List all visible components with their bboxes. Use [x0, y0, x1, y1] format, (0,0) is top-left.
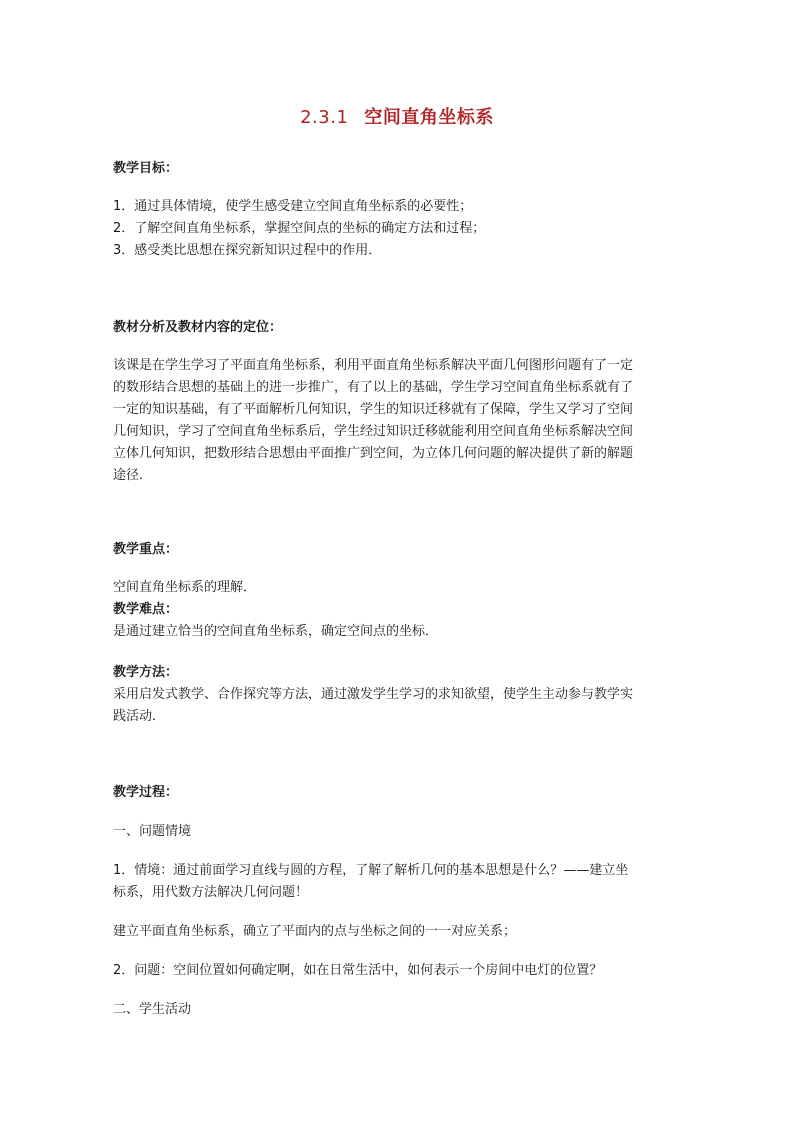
process-item-1 — [113, 860, 685, 904]
methods-paragraph — [113, 684, 685, 728]
process-item-2: 2．问题：空间位置如何确定啊，如在日常生活中，如何表示一个房间中电灯的位置？ — [113, 963, 603, 978]
goals-list — [113, 196, 685, 262]
difficulties-text: 是通过建立恰当的空间直角坐标系，确定空间点的坐标． — [113, 624, 439, 639]
goal-item-3: 3．感受类比思想在探究新知识过程中的作用． — [113, 243, 382, 258]
analysis-line-5: 立体几何知识，把数形结合思想由平面推广到空间，为立体几何问题的解决提供了新的解题 — [113, 446, 634, 461]
process-section-2: 二、学生活动 — [113, 1002, 192, 1017]
title-number: 2.3.1 — [300, 107, 349, 128]
methods-line-2: 践活动． — [113, 709, 166, 724]
process-section-1: 一、问题情境 — [113, 824, 192, 839]
goal-item-1: 1．通过具体情境，使学生感受建立空间直角坐标系的必要性； — [113, 199, 473, 214]
analysis-line-4: 几何知识，学习了空间直角坐标系后，学生经过知识迁移就能利用空间直角坐标系解决空间 — [113, 424, 634, 439]
difficulties-heading: 教学难点： — [113, 602, 179, 617]
analysis-line-6: 途径． — [113, 468, 153, 483]
process-paragraph: 建立平面直角坐标系，确立了平面内的点与坐标之间的一一对应关系； — [113, 924, 517, 939]
analysis-paragraph — [113, 355, 685, 487]
analysis-line-2: 的数形结合思想的基础上的进一步推广，有了以上的基础，学生学习空间直角坐标系就有了 — [113, 380, 634, 395]
key-points-heading: 教学重点： — [113, 542, 179, 557]
goal-item-2: 2．了解空间直角坐标系，掌握空间点的坐标的确定方法和过程； — [113, 221, 486, 236]
process-item-1-line-1: 1．情境：通过前面学习直线与圆的方程，了解了解析几何的基本思想是什么？——建立坐 — [113, 863, 629, 878]
analysis-heading: 教材分析及教材内容的定位： — [113, 320, 283, 335]
title-text: 空间直角坐标系 — [364, 107, 494, 128]
process-item-1-line-2: 标系，用代数方法解决几何问题！ — [113, 885, 309, 900]
analysis-line-1: 该课是在学生学习了平面直角坐标系，利用平面直角坐标系解决平面几何图形问题有了一定 — [113, 358, 634, 373]
process-heading: 教学过程： — [113, 785, 179, 800]
methods-line-1: 采用启发式教学、合作探究等方法，通过激发学生学习的求知欲望，使学生主动参与教学实 — [113, 687, 634, 702]
methods-heading: 教学方法： — [113, 665, 179, 680]
analysis-line-3: 一定的知识基础，有了平面解析几何知识，学生的知识迁移就有了保障，学生又学习了空间 — [113, 402, 634, 417]
page-title — [0, 106, 794, 130]
key-points-text: 空间直角坐标系的理解． — [113, 580, 257, 595]
goals-heading: 教学目标： — [113, 161, 179, 176]
